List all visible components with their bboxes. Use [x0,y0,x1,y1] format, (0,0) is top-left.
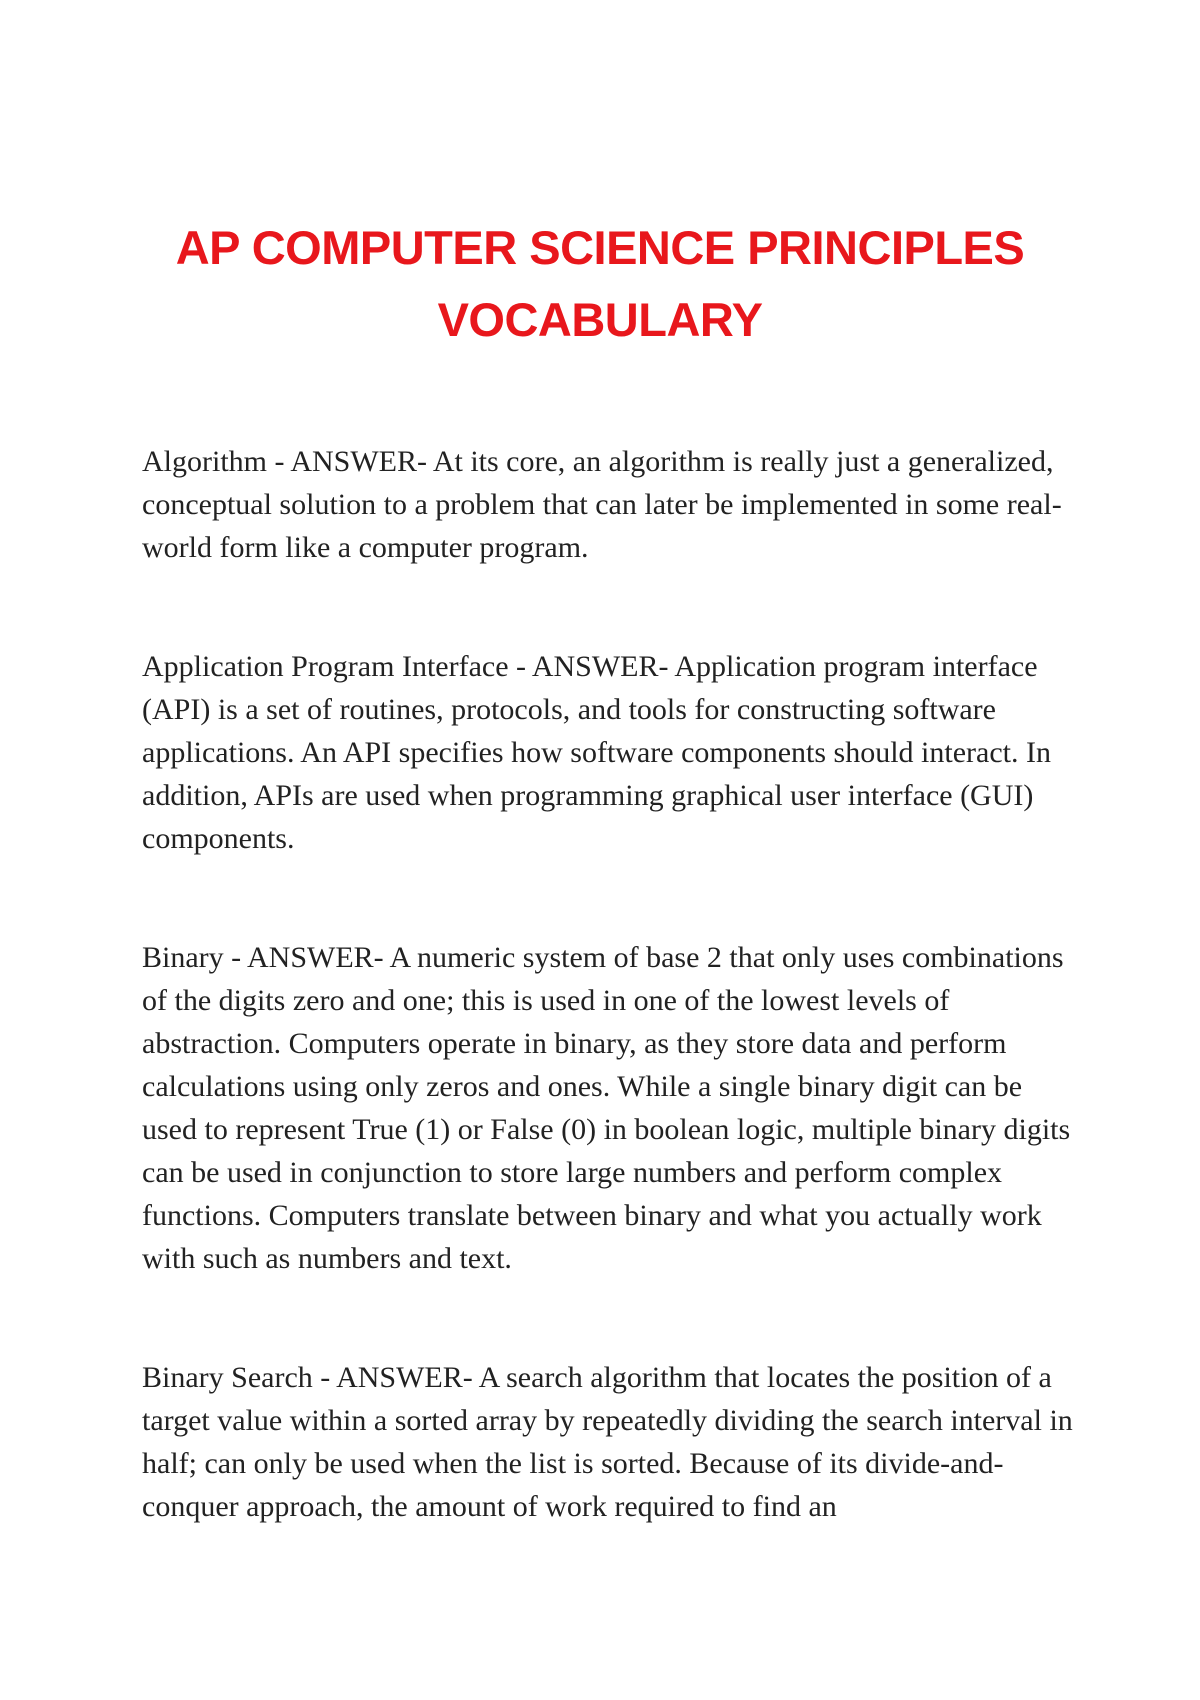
vocab-entry-algorithm: Algorithm - ANSWER- At its core, an algorithm is really just a generalized, conceptual solution to a problem that can later be implemented in some real-world form like a computer program. [142,445,1062,564]
vocab-entry-api: Application Program Interface - ANSWER- Application program interface (API) is a set of routines, protocols, and tools for constructing software applications. An API specifies how software components should interact. In addition, APIs are used when programming graphical user interface (GUI) components. [142,650,1051,855]
vocab-entry-binary: Binary - ANSWER- A numeric system of base 2 that only uses combinations of the digits zero and one; this is used in one of the lowest levels of abstraction. Computers operate in binary, as they store data and perform calculations using only zeros and ones. While a single binary digit can be used to represent True (1) or False (0) in boolean logic, multiple binary digits can be used in conjunction to store large numbers and perform complex functions. Computers translate between binary and what you actually work with such as numbers and text. [142,941,1071,1275]
title-line-1: AP COMPUTER SCIENCE PRINCIPLES [175,221,1025,274]
document-title [0,212,1200,356]
vocabulary-list [142,440,1082,1604]
title-line-2: VOCABULARY [437,293,763,346]
vocab-entry-binary-search: Binary Search - ANSWER- A search algorithm that locates the position of a target value within a sorted array by repeatedly dividing the search interval in half; can only be used when the list is sorted. Because of its divide-and-conquer approach, the amount of work required to find an [142,1361,1073,1523]
